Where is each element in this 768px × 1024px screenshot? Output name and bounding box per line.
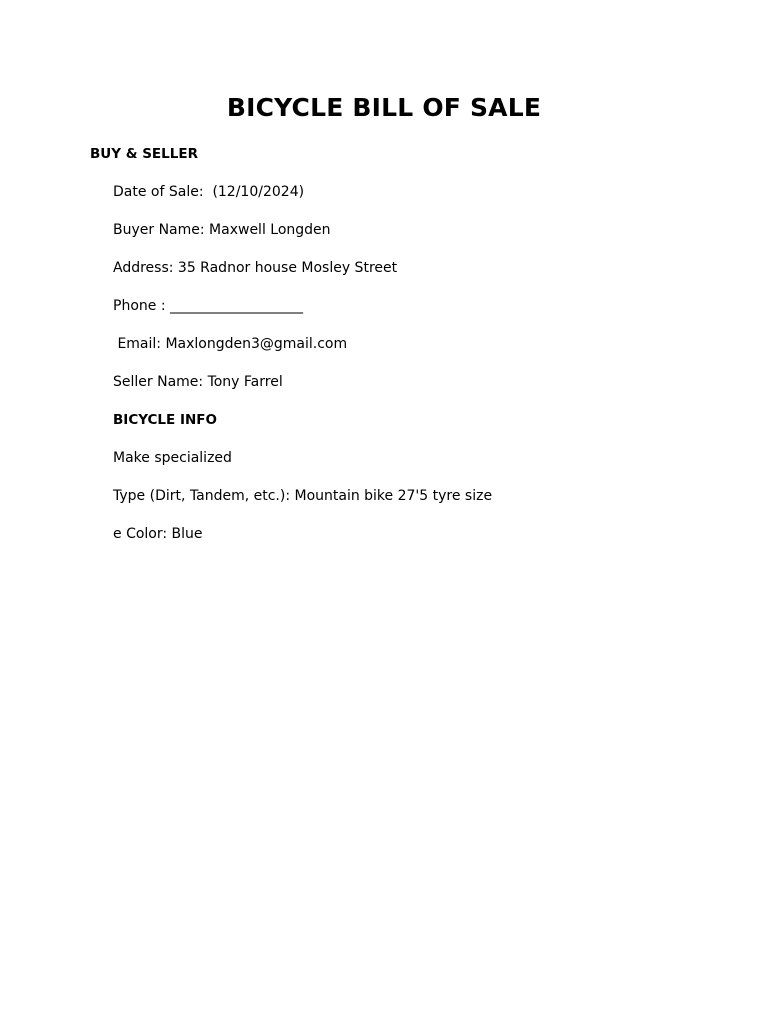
phone-line: Phone : ___________________ xyxy=(113,298,303,314)
section-heading-buyer-seller: BUY & SELLER xyxy=(90,146,198,162)
document-title: BICYCLE BILL OF SALE xyxy=(226,93,542,122)
type-line: Type (Dirt, Tandem, etc.): Mountain bike 27'5 tyre size xyxy=(113,488,493,504)
color-line: e Color: Blue xyxy=(113,526,203,542)
section-heading-bicycle-info: BICYCLE INFO xyxy=(113,412,217,428)
seller-name-line: Seller Name: Tony Farrel xyxy=(113,374,283,390)
make-line: Make specialized xyxy=(113,450,232,466)
email-line: Email: Maxlongden3@gmail.com xyxy=(113,336,348,352)
address-line: Address: 35 Radnor house Mosley Street xyxy=(113,260,398,276)
date-of-sale-line: Date of Sale: (12/10/2024) xyxy=(113,184,305,200)
buyer-name-line: Buyer Name: Maxwell Longden xyxy=(113,222,331,238)
